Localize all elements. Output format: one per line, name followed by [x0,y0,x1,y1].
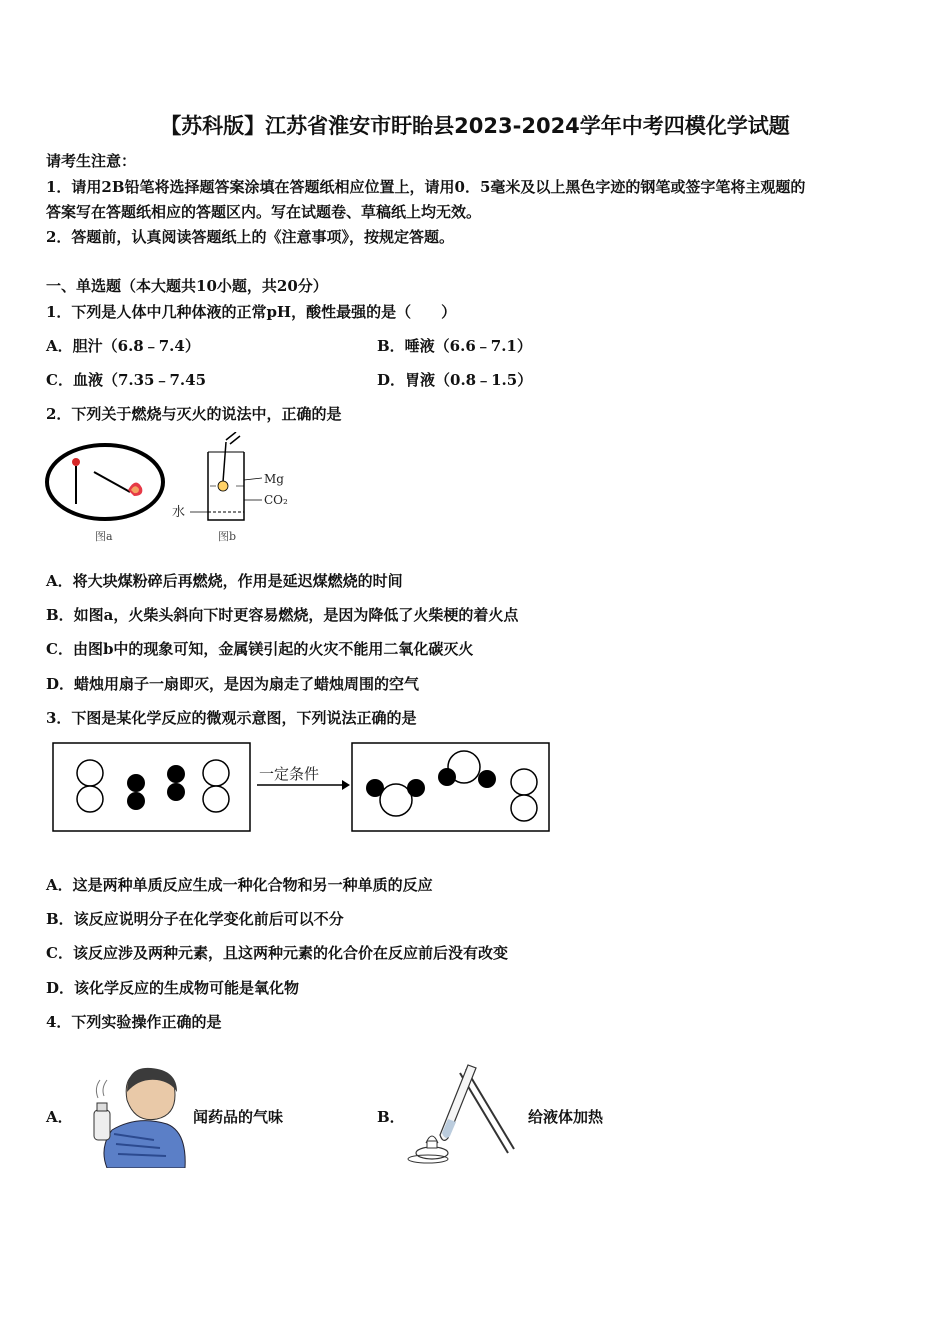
match-head-left [72,458,80,466]
q3-stem: 3．下图是某化学反应的微观示意图，下列说法正确的是 [46,709,417,727]
q3-option-d: D．该化学反应的生成物可能是氧化物 [46,979,300,997]
notice-line-2: 2．答题前，认真阅读答题纸上的《注意事项》，按规定答题。 [46,228,454,246]
q2-option-a: A．将大块煤粉碎后再燃烧，作用是延迟煤燃烧的时间 [46,572,403,590]
product-molecule-3 [511,769,537,821]
q2-option-b: B．如图a，火柴头斜向下时更容易燃烧，是因为降低了火柴梗的着火点 [46,606,519,624]
q3-reaction-diagram [50,740,555,836]
q1-stem: 1．下列是人体中几种体液的正常pH，酸性最强的是（ ） [46,303,457,321]
section-heading: 一、单选题（本大题共10小题，共20分） [46,277,328,295]
q1-option-a: A．胆汁（6.8﹣7.4） [46,337,200,355]
q4-option-a-letter: A． [46,1108,73,1126]
notice-line-1: 1．请用2B铅笔将选择题答案涂填在答题纸相应位置上，请用0．5毫米及以上黑色字迹的钢笔或签字笔将主观题的 [46,178,806,196]
arrow-head-icon [342,780,350,790]
alcohol-lamp-icon [416,1147,448,1159]
molecule-black-pair-2 [167,765,185,801]
product-molecule-1 [366,779,425,816]
q2-option-c: C．由图b中的现象可知，金属镁引起的火灾不能用二氧化碳灭火 [46,640,474,658]
q2-stem: 2．下列关于燃烧与灭火的说法中，正确的是 [46,405,342,423]
heating-liquid-illustration [400,1055,525,1165]
q1-option-d: D．胃液（0.8﹣1.5） [377,371,533,389]
molecule-black-pair-1 [127,774,145,810]
match-stick-tilted [94,472,130,492]
figure-b-caption: 图b [218,530,237,543]
q1-option-b: B．唾液（6.6﹣7.1） [377,337,532,355]
q2-figures [40,432,300,550]
reagent-bottle-icon [94,1110,110,1140]
notice-heading: 请考生注意： [46,152,137,170]
q4-option-a-text: 闻药品的气味 [193,1108,284,1126]
label-water: 水 [172,505,186,520]
q4-option-b-letter: B． [377,1108,405,1126]
page-title: 【苏科版】江苏省淮安市盱眙县2023-2024学年中考四模化学试题 [160,114,790,138]
q1-option-c: C．血液（7.35﹣7.45 [46,371,207,389]
burning-mg-icon [218,481,228,491]
reaction-condition: 一定条件 [259,765,320,783]
q3-option-c: C．该反应涉及两种元素，且这两种元素的化合价在反应前后没有改变 [46,944,508,962]
tongs-icon [226,432,240,444]
label-co2: CO₂ [264,493,288,507]
notice-line-1-cont: 答案写在答题纸相应的答题区内。写在试题卷、草稿纸上均无效。 [46,203,482,221]
q4-stem: 4．下列实验操作正确的是 [46,1013,222,1031]
molecule-white-pair-1 [77,760,103,812]
smelling-person-illustration [72,1050,190,1168]
match-figure-a [47,445,163,519]
label-mg: Mg [264,472,284,486]
q2-option-d: D．蜡烛用扇子一扇即灭，是因为扇走了蜡烛周围的空气 [46,675,420,693]
product-molecule-2 [438,751,496,788]
molecule-white-pair-2 [203,760,229,812]
figure-a-frame [47,445,163,519]
q4-option-b-text: 给液体加热 [528,1108,604,1126]
q3-option-b: B．该反应说明分子在化学变化前后可以不分 [46,910,344,928]
beaker-figure-b [190,432,262,520]
q3-option-a: A．这是两种单质反应生成一种化合物和另一种单质的反应 [46,876,433,894]
figure-a-caption: 图a [95,530,113,543]
